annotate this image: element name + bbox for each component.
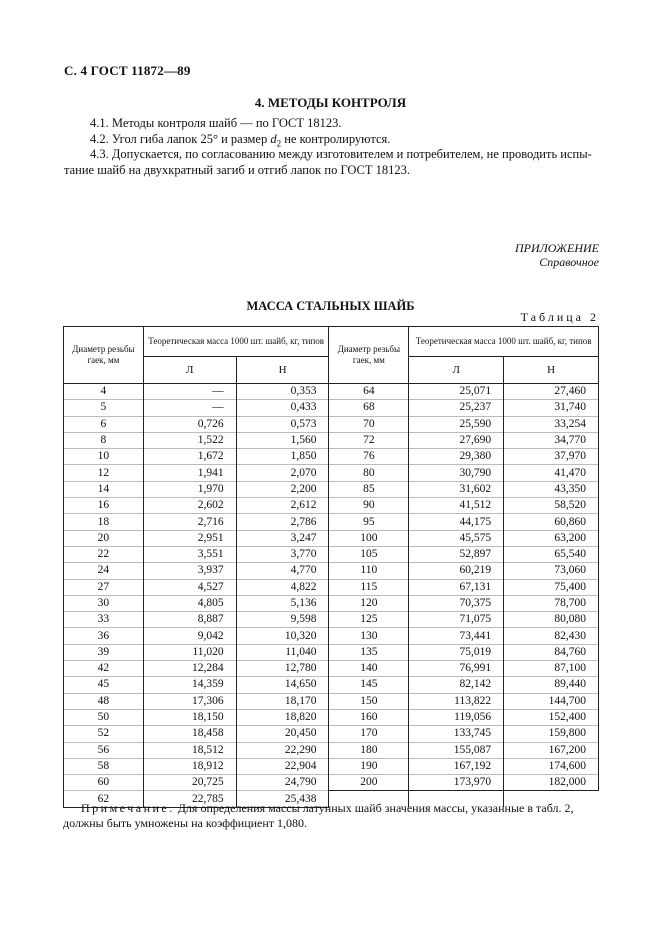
appendix-heading [515, 241, 599, 269]
table-cell: 18,150 [143, 709, 236, 725]
table-cell: 36 [64, 628, 144, 644]
table-cell: 160 [329, 709, 409, 725]
table-cell: 2,612 [236, 498, 329, 514]
table-cell: 145 [329, 677, 409, 693]
table-cell: 20,725 [143, 775, 236, 791]
table-row [64, 742, 599, 758]
table-cell: 22,904 [236, 758, 329, 774]
table-cell: 1,941 [143, 465, 236, 481]
table-row [64, 628, 599, 644]
table-cell: 110 [329, 563, 409, 579]
table-cell: 167,200 [504, 742, 599, 758]
table-cell: 56 [64, 742, 144, 758]
table-row [64, 498, 599, 514]
table-cell: 50 [64, 709, 144, 725]
table-cell: 60,219 [409, 563, 504, 579]
table-cell: 31,602 [409, 481, 504, 497]
table-cell: 43,350 [504, 481, 599, 497]
table-cell: 60,860 [504, 514, 599, 530]
table-cell: 27 [64, 579, 144, 595]
table-cell: 39 [64, 644, 144, 660]
col-header-n-right: Н [504, 357, 599, 384]
table-cell: 52,897 [409, 546, 504, 562]
table-cell: 73,060 [504, 563, 599, 579]
table-cell: 41,512 [409, 498, 504, 514]
table-row [64, 595, 599, 611]
table-cell: 62 [64, 791, 144, 807]
table-cell: 45 [64, 677, 144, 693]
table-row [64, 530, 599, 546]
table-cell: 120 [329, 595, 409, 611]
table-cell: 78,700 [504, 595, 599, 611]
table-cell: 105 [329, 546, 409, 562]
table-cell: 45,575 [409, 530, 504, 546]
table-cell: 18,512 [143, 742, 236, 758]
col-header-l-left: Л [143, 357, 236, 384]
table-cell: 1,672 [143, 449, 236, 465]
table-cell: 33,254 [504, 416, 599, 432]
table-cell: 70 [329, 416, 409, 432]
table-cell: 48 [64, 693, 144, 709]
table-cell: 167,192 [409, 758, 504, 774]
table-cell: 63,200 [504, 530, 599, 546]
table-cell: 12,780 [236, 661, 329, 677]
table-cell: 37,970 [504, 449, 599, 465]
col-header-diameter-left: Диаметр резьбы гаек, мм [64, 327, 144, 384]
paragraph-4-1: 4.1. Методы контроля шайб — по ГОСТ 18123. [90, 116, 342, 130]
table-cell: 150 [329, 693, 409, 709]
table-cell: 140 [329, 661, 409, 677]
table-cell: 58 [64, 758, 144, 774]
table-cell: 18,912 [143, 758, 236, 774]
table-row [64, 384, 599, 400]
table-cell: 18,458 [143, 726, 236, 742]
table-cell: 25,237 [409, 400, 504, 416]
table-cell: 73,441 [409, 628, 504, 644]
table-cell: 144,700 [504, 693, 599, 709]
table-cell: 5 [64, 400, 144, 416]
table-cell: 10 [64, 449, 144, 465]
table-cell: 6 [64, 416, 144, 432]
table-cell: 4 [64, 384, 144, 400]
table-cell: 72 [329, 432, 409, 448]
table-cell: 0,726 [143, 416, 236, 432]
table-cell: 22 [64, 546, 144, 562]
col-header-mass-right: Теоретическая масса 1000 шт. шайб, кг, типов [409, 327, 599, 357]
table-cell: 12 [64, 465, 144, 481]
table-row [64, 709, 599, 725]
table-row [64, 416, 599, 432]
table-cell: 170 [329, 726, 409, 742]
table-cell: 2,602 [143, 498, 236, 514]
paragraph-4-3-line1: 4.3. Допускается, по согласованию между изготовителем и потребителем, не проводить испы- [90, 147, 592, 161]
table-cell: 3,551 [143, 546, 236, 562]
section-title: 4. МЕТОДЫ КОНТРОЛЯ [254, 95, 407, 110]
table-cell: 24 [64, 563, 144, 579]
appendix-title: ПРИЛОЖЕНИЕ [515, 241, 599, 255]
paragraph-4-2-text-before: 4.2. Угол гиба лапок 25° и размер [90, 132, 271, 146]
table-cell: 33 [64, 612, 144, 628]
table-cell: 75,400 [504, 579, 599, 595]
table-row [64, 449, 599, 465]
table-cell: 90 [329, 498, 409, 514]
d2-subscript: 2 [276, 138, 282, 149]
table-cell: 14 [64, 481, 144, 497]
table-row [64, 661, 599, 677]
table-row [64, 726, 599, 742]
table-cell: 14,359 [143, 677, 236, 693]
table-cell: 4,527 [143, 579, 236, 595]
table-cell: 68 [329, 400, 409, 416]
table-cell: 18,820 [236, 709, 329, 725]
d2-variable: d [270, 132, 277, 146]
table-cell: 135 [329, 644, 409, 660]
table-cell: 4,805 [143, 595, 236, 611]
table-cell: 95 [329, 514, 409, 530]
table-row [64, 481, 599, 497]
table-cell: 24,790 [236, 775, 329, 791]
table-cell: 9,042 [143, 628, 236, 644]
table-cell: 130 [329, 628, 409, 644]
table-cell: 152,400 [504, 709, 599, 725]
table-cell: 76,991 [409, 661, 504, 677]
table-cell: 29,380 [409, 449, 504, 465]
table-cell: 14,650 [236, 677, 329, 693]
table-row [64, 432, 599, 448]
table-cell: 133,745 [409, 726, 504, 742]
table-cell: 64 [329, 384, 409, 400]
table-cell: 100 [329, 530, 409, 546]
table-body [64, 384, 599, 808]
table-cell: 44,175 [409, 514, 504, 530]
table-cell: — [143, 400, 236, 416]
table-cell: 9,598 [236, 612, 329, 628]
table-row [64, 514, 599, 530]
table-cell: 27,460 [504, 384, 599, 400]
table-row [64, 612, 599, 628]
table-cell: 1,522 [143, 432, 236, 448]
col-header-l-right: Л [409, 357, 504, 384]
table-cell: 1,560 [236, 432, 329, 448]
table-note [63, 801, 600, 831]
note-label: Примечание. [81, 801, 175, 815]
table-cell: 80 [329, 465, 409, 481]
table-cell: 80,080 [504, 612, 599, 628]
col-header-mass-left: Теоретическая масса 1000 шт. шайб, кг, типов [143, 327, 329, 357]
table-cell: 75,019 [409, 644, 504, 660]
table-cell: 16 [64, 498, 144, 514]
table-title: МАССА СТАЛЬНЫХ ШАЙБ [246, 299, 415, 313]
table-cell: 3,770 [236, 546, 329, 562]
table-cell: 182,000 [504, 775, 599, 791]
table-cell: 22,290 [236, 742, 329, 758]
table-cell: 3,247 [236, 530, 329, 546]
table-cell: 89,440 [504, 677, 599, 693]
table-cell: 2,951 [143, 530, 236, 546]
table-cell: 11,020 [143, 644, 236, 660]
table-cell: 174,600 [504, 758, 599, 774]
table-cell: 180 [329, 742, 409, 758]
table-cell: 85 [329, 481, 409, 497]
table-cell: 31,740 [504, 400, 599, 416]
table-cell: 34,770 [504, 432, 599, 448]
table-cell: 0,353 [236, 384, 329, 400]
paragraph-4-2-text-after: не контролируются. [281, 132, 391, 146]
table-cell: 5,136 [236, 595, 329, 611]
table-cell: 113,822 [409, 693, 504, 709]
table-cell: 190 [329, 758, 409, 774]
table-row [64, 758, 599, 774]
table-cell: 2,786 [236, 514, 329, 530]
table-cell: 25,438 [236, 791, 329, 807]
table-cell: 0,573 [236, 416, 329, 432]
table-cell: 42 [64, 661, 144, 677]
table-cell: 18 [64, 514, 144, 530]
table-cell: 20,450 [236, 726, 329, 742]
table-cell: 58,520 [504, 498, 599, 514]
table-cell: 3,937 [143, 563, 236, 579]
table-cell: 115 [329, 579, 409, 595]
mass-table [63, 326, 599, 808]
table-cell: 52 [64, 726, 144, 742]
paragraph-4-3-line2: тание шайб на двухкратный загиб и отгиб лапок по ГОСТ 18123. [64, 163, 411, 177]
table-row [64, 563, 599, 579]
table-cell: 11,040 [236, 644, 329, 660]
table-cell: 22,785 [143, 791, 236, 807]
table-cell: 30 [64, 595, 144, 611]
table-cell: 159,800 [504, 726, 599, 742]
table-cell: 30,790 [409, 465, 504, 481]
page-header: С. 4 ГОСТ 11872—89 [64, 63, 191, 78]
table-cell: 200 [329, 775, 409, 791]
col-header-diameter-right: Диаметр резьбы гаек, мм [329, 327, 409, 384]
table-row [64, 693, 599, 709]
table-cell: 2,070 [236, 465, 329, 481]
table-cell: 41,470 [504, 465, 599, 481]
table-cell: 2,200 [236, 481, 329, 497]
table-cell: — [143, 384, 236, 400]
col-header-n-left: Н [236, 357, 329, 384]
table-row [64, 775, 599, 791]
table-cell: 1,850 [236, 449, 329, 465]
table-cell: 82,430 [504, 628, 599, 644]
table-row [64, 465, 599, 481]
table-cell: 71,075 [409, 612, 504, 628]
table-cell: 25,590 [409, 416, 504, 432]
note-text: Для определения массы латунных шайб значения массы, указанные в табл. 2, должны быть умножены на коэффициент 1,080. [63, 801, 574, 830]
table-cell: 84,760 [504, 644, 599, 660]
table-cell: 60 [64, 775, 144, 791]
table-cell: 10,320 [236, 628, 329, 644]
table-cell: 173,970 [409, 775, 504, 791]
table-cell: 25,071 [409, 384, 504, 400]
table-cell: 4,770 [236, 563, 329, 579]
table-row [64, 644, 599, 660]
table-cell: 8,887 [143, 612, 236, 628]
table-cell: 1,970 [143, 481, 236, 497]
table-cell: 20 [64, 530, 144, 546]
table-cell: 67,131 [409, 579, 504, 595]
table-cell: 27,690 [409, 432, 504, 448]
table-cell: 82,142 [409, 677, 504, 693]
table-cell: 125 [329, 612, 409, 628]
table-cell: 8 [64, 432, 144, 448]
table-cell: 70,375 [409, 595, 504, 611]
table-cell: 12,284 [143, 661, 236, 677]
table-cell: 2,716 [143, 514, 236, 530]
table-row [64, 546, 599, 562]
table-cell: 155,087 [409, 742, 504, 758]
table-cell: 18,170 [236, 693, 329, 709]
table-cell: 65,540 [504, 546, 599, 562]
table-cell: 76 [329, 449, 409, 465]
table-row [64, 677, 599, 693]
table-cell: 17,306 [143, 693, 236, 709]
table-cell: 87,100 [504, 661, 599, 677]
table-cell: 0,433 [236, 400, 329, 416]
table-cell: 119,056 [409, 709, 504, 725]
table-label: Таблица 2 [520, 310, 599, 324]
table-row [64, 579, 599, 595]
table-cell: 4,822 [236, 579, 329, 595]
appendix-subtitle: Справочное [539, 255, 599, 269]
table-row [64, 400, 599, 416]
